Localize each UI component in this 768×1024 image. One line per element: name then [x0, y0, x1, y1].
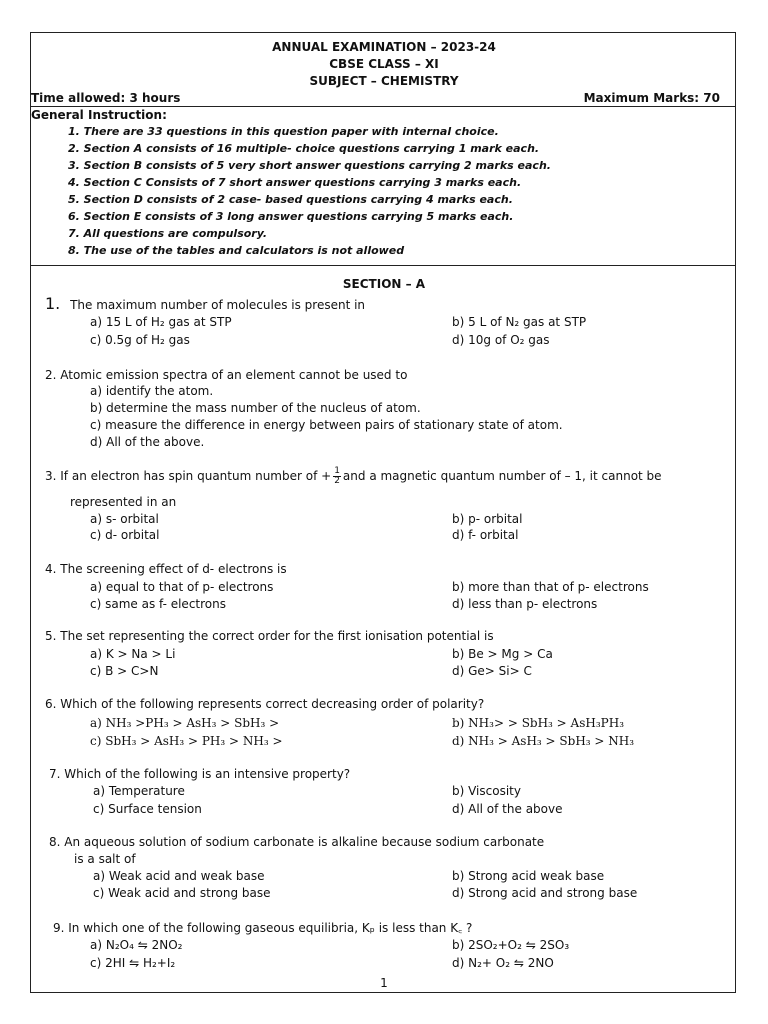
q8-option-c: c) Weak acid and strong base	[93, 886, 271, 900]
instruction-item: 2. Section A consists of 16 multiple- choice questions carrying 1 mark each.	[68, 142, 540, 155]
q5-option-a: a) K > Na > Li	[90, 647, 176, 661]
q7-option-b: b) Viscosity	[452, 784, 521, 798]
q1-option-d: d) 10g of O₂ gas	[452, 333, 550, 347]
q4-option-d: d) less than p- electrons	[452, 597, 598, 611]
instruction-item: 8. The use of the tables and calculators is not allowed	[68, 244, 405, 257]
instructions-divider	[30, 265, 736, 266]
q9-option-d: d) N₂+ O₂ ⇋ 2NO	[452, 956, 554, 970]
q8-option-d: d) Strong acid and strong base	[452, 886, 638, 900]
exam-title: ANNUAL EXAMINATION – 2023-24	[272, 40, 496, 54]
q8-option-b: b) Strong acid weak base	[452, 869, 605, 883]
question-2-text: 2. Atomic emission spectra of an element cannot be used to	[45, 368, 408, 382]
q3-option-d: d) f- orbital	[452, 528, 519, 542]
question-7-text: 7. Which of the following is an intensive property?	[49, 767, 351, 781]
instruction-item: 5. Section D consists of 2 case- based questions carrying 4 marks each.	[68, 193, 513, 206]
instructions-title: General Instruction:	[31, 108, 167, 122]
q7-option-c: c) Surface tension	[93, 802, 202, 816]
fraction-numerator: 1	[334, 466, 340, 476]
q2-option-d: d) All of the above.	[90, 435, 205, 449]
question-6-text: 6. Which of the following represents correct decreasing order of polarity?	[45, 697, 485, 711]
q7-option-a: a) Temperature	[93, 784, 185, 798]
question-1	[45, 294, 365, 313]
q9-option-c: c) 2HI ⇋ H₂+I₂	[90, 956, 176, 970]
fraction-denominator: 2	[334, 476, 340, 486]
q1-option-c: c) 0.5g of H₂ gas	[90, 333, 190, 347]
q4-option-a: a) equal to that of p- electrons	[90, 580, 274, 594]
page-number: 1	[380, 976, 388, 990]
q3-option-a: a) s- orbital	[90, 512, 159, 526]
q9-option-a: a) N₂O₄ ⇋ 2NO₂	[90, 938, 183, 952]
q5-option-b: b) Be > Mg > Ca	[452, 647, 553, 661]
q5-option-d: d) Ge> Si> C	[452, 664, 532, 678]
instruction-item: 1. There are 33 questions in this question paper with internal choice.	[68, 125, 499, 138]
question-3	[45, 467, 662, 486]
maximum-marks: Maximum Marks: 70	[583, 91, 720, 105]
one-half-fraction	[333, 467, 341, 486]
q2-option-b: b) determine the mass number of the nucleus of atom.	[90, 401, 421, 415]
section-title: SECTION – A	[342, 277, 426, 291]
instruction-item: 7. All questions are compulsory.	[68, 227, 268, 240]
q6-option-c: c) SbH₃ > AsH₃ > PH₃ > NH₃ >	[90, 734, 283, 748]
question-1-number: 1.	[45, 294, 61, 313]
q4-option-c: c) same as f- electrons	[90, 597, 226, 611]
q6-option-b: b) NH₃> > SbH₃ > AsH₃PH₃	[452, 716, 625, 730]
q2-option-c: c) measure the difference in energy between pairs of stationary state of atom.	[90, 418, 563, 432]
instruction-item: 6. Section E consists of 3 long answer questions carrying 5 marks each.	[68, 210, 514, 223]
header-divider	[30, 106, 736, 107]
question-5-text: 5. The set representing the correct order for the first ionisation potential is	[45, 629, 494, 643]
q6-option-d: d) NH₃ > AsH₃ > SbH₃ > NH₃	[452, 734, 635, 748]
q4-option-b: b) more than that of p- electrons	[452, 580, 649, 594]
question-8-text-continued: is a salt of	[74, 852, 136, 866]
question-4-text: 4. The screening effect of d- electrons is	[45, 562, 287, 576]
q3-option-c: c) d- orbital	[90, 528, 160, 542]
question-3-text-before: 3. If an electron has spin quantum number of +	[45, 469, 332, 483]
class-title: CBSE CLASS – XI	[329, 57, 439, 71]
question-3-text-after: and a magnetic quantum number of – 1, it cannot be	[342, 469, 662, 483]
question-8-text: 8. An aqueous solution of sodium carbonate is alkaline because sodium carbonate	[49, 835, 545, 849]
instruction-item: 3. Section B consists of 5 very short answer questions carrying 2 marks each.	[68, 159, 551, 172]
q3-option-b: b) p- orbital	[452, 512, 523, 526]
question-3-text-continued: represented in an	[70, 495, 177, 509]
subject-title: SUBJECT – CHEMISTRY	[309, 74, 459, 88]
q1-option-b: b) 5 L of N₂ gas at STP	[452, 315, 587, 329]
question-9-text: 9. In which one of the following gaseous equilibria, Kₚ is less than K꜀ ?	[53, 921, 473, 935]
q2-option-a: a) identify the atom.	[90, 384, 214, 398]
q6-option-a: a) NH₃ >PH₃ > AsH₃ > SbH₃ >	[90, 716, 280, 730]
q9-option-b: b) 2SO₂+O₂ ⇋ 2SO₃	[452, 938, 570, 952]
instruction-item: 4. Section C Consists of 7 short answer questions carrying 3 marks each.	[68, 176, 522, 189]
q5-option-c: c) B > C>N	[90, 664, 159, 678]
time-allowed: Time allowed: 3 hours	[31, 91, 181, 105]
q8-option-a: a) Weak acid and weak base	[93, 869, 265, 883]
question-1-text: The maximum number of molecules is present in	[70, 298, 366, 312]
q1-option-a: a) 15 L of H₂ gas at STP	[90, 315, 232, 329]
q7-option-d: d) All of the above	[452, 802, 563, 816]
